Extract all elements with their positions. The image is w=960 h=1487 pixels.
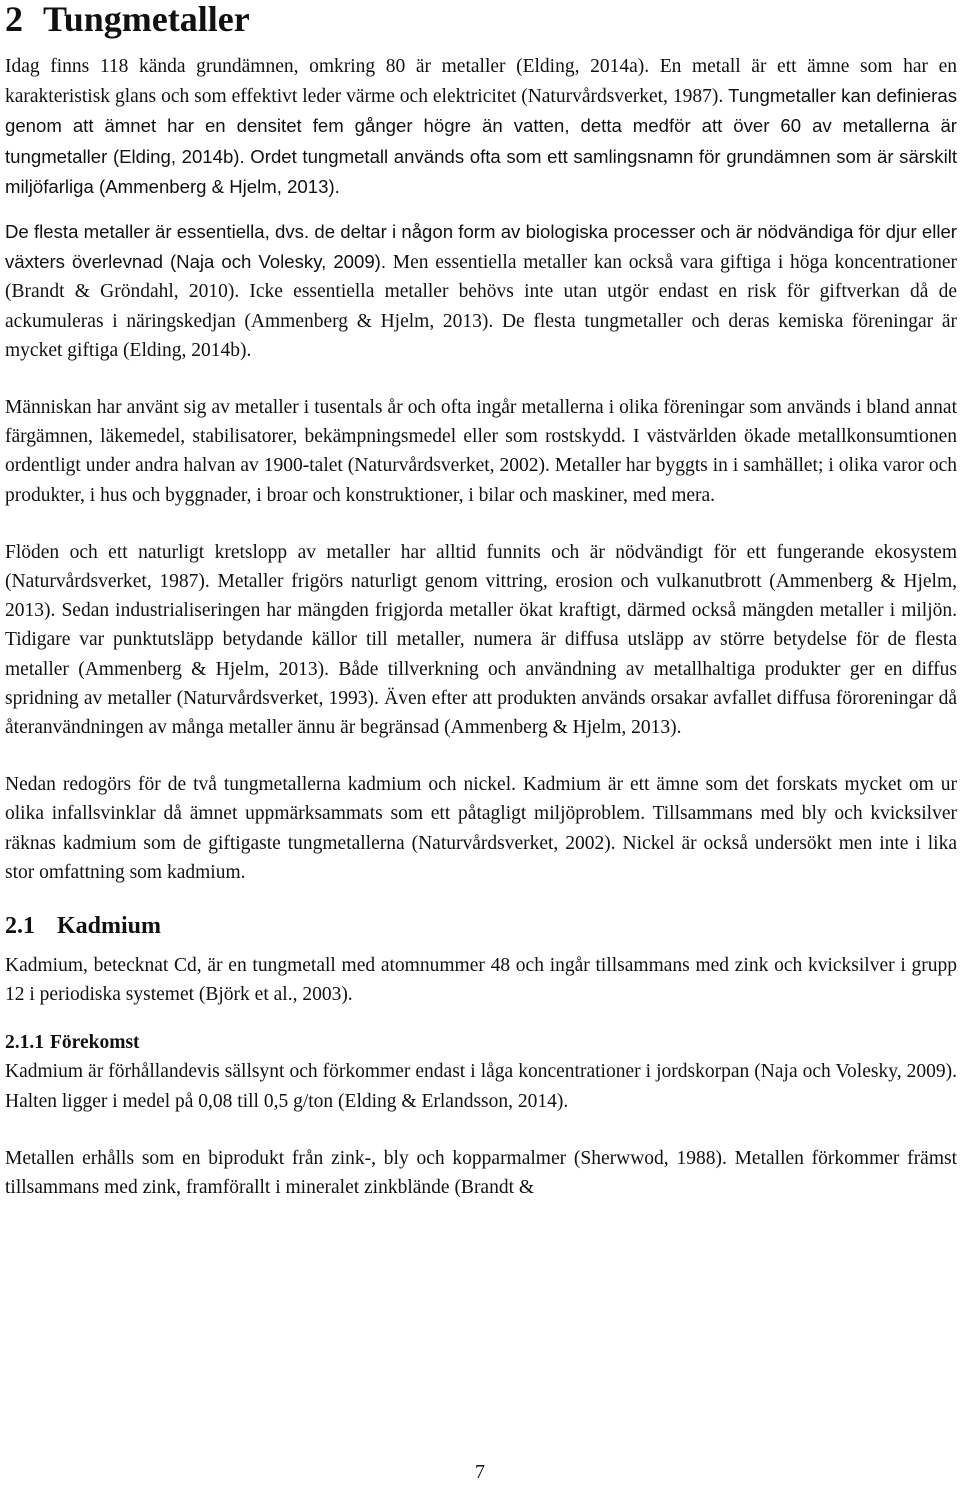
section-number: 2.1: [5, 913, 35, 940]
chapter-number: 2: [5, 0, 23, 39]
paragraph-essential-sans: De flesta metaller är essentiella, dvs. de deltar i någon form av biologiska processer och är nödvändiga för djur eller växters överlevnad (Naja och Volesky, 2009).: [5, 221, 957, 273]
subsection-number: 2.1.1: [5, 1032, 44, 1054]
paragraph-intro-serif: Idag finns 118 kända grundämnen, omkring 80 är metaller (Elding, 2014a). En metall är ett ämne som har en karakteristisk glans och som effektivt leder värme och elektricitet (Naturvårdsverket, 1987).: [5, 56, 957, 108]
paragraph-history: Människan har använt sig av metaller i tusentals år och ofta ingår metallerna i olika föreningar som används i bland annat färgämnen, läkemedel, stabilisatorer, bekämpningsmedel eller som rostskydd. I västvärlden ökade metallkonsumtionen ordentligt under andra halvan av 1900-talet (Naturvårdsverket, 2002). Metaller har byggts in i samhället; i olika varor och produkter, i hus och byggnader, i broar och konstruktioner, i bilar och maskiner, med mera.: [5, 397, 957, 506]
chapter-heading: [5, 0, 957, 52]
paragraph-overview: Nedan redogörs för de två tungmetallerna kadmium och nickel. Kadmium är ett ämne som det forskats mycket om ur olika infallsvinklar då ämnet uppmärksammats som ett påtagligt miljöproblem. Tillsammans med bly och kvicksilver räknas kadmium som de giftigaste tungmetallerna (Naturvårdsverket, 2002). Nickel är också undersökt men inte i lika stor omfattning som kadmium.: [5, 774, 957, 883]
section-heading-kadmium: [5, 911, 957, 941]
paragraph-forekomst-2: Metallen erhålls som en biprodukt från zink-, bly och kopparmalmer (Sherwwod, 1988). Metallen förkommer främst tillsammans med zink, framförallt i mineralet zinkblände (Brandt &: [5, 1147, 957, 1199]
chapter-title: Tungmetaller: [43, 0, 250, 39]
paragraph-intro-sans: Tungmetaller kan definieras genom att ämnet har en densitet fem gånger högre än vatten, detta medför att över 60 av metallerna är tungmetaller (Elding, 2014b). Ordet tungmetall används ofta som ett samlingsnamn för grundämnen som är särskilt miljöfarliga (Ammenberg & Hjelm, 2013).: [5, 85, 957, 197]
paragraph-essential: [5, 217, 957, 365]
page-content: [5, 0, 957, 1202]
page-number: 7: [475, 1461, 485, 1483]
paragraph-intro: [5, 52, 957, 202]
subsection-title: Förekomst: [50, 1032, 140, 1054]
paragraph-essential-serif: Men essentiella metaller kan också vara giftiga i höga koncentrationer (Brandt & Gröndahl, 2010). Icke essentiella metaller behövs inte utan utgör endast en risk för giftverkan då de ackumuleras i näringskedjan (Ammenberg & Hjelm, 2013). De flesta tungmetaller och deras kemiska föreningar är mycket giftiga (Elding, 2014b).: [5, 252, 957, 361]
subsection-heading-forekomst: [5, 1029, 957, 1057]
section-title: Kadmium: [57, 913, 162, 940]
paragraph-forekomst-1: Kadmium är förhållandevis sällsynt och förkommer endast i låga koncentrationer i jordskorpan (Naja och Volesky, 2009). Halten ligger i medel på 0,08 till 0,5 g/ton (Elding & Erlandsson, 2014).: [5, 1061, 957, 1112]
paragraph-flows: Flöden och ett naturligt kretslopp av metaller har alltid funnits och är nödvändigt för ett fungerande ekosystem (Naturvårdsverket, 1987). Metaller frigörs naturligt genom vittring, erosion och vulkanutbrott (Ammenberg & Hjelm, 2013). Sedan industrialiseringen har mängden frigjorda metaller ökat kraftigt, därmed också mängden metaller i miljön. Tidigare var punktutsläpp betydande källor till metaller, numera är diffusa utsläpp av större betydelse för de flesta metaller (Ammenberg & Hjelm, 2013). Både tillverkning och användning av metallhaltiga produkter ger en diffus spridning av metaller (Naturvårdsverket, 1993). Även efter att produkten används orsakar avfallet diffusa föroreningar då återanvändningen av många metaller ännu är begränsad (Ammenberg & Hjelm, 2013).: [5, 541, 957, 739]
paragraph-kadmium: Kadmium, betecknat Cd, är en tungmetall med atomnummer 48 och ingår tillsammans med zink och kvicksilver i grupp 12 i periodiska systemet (Björk et al., 2003).: [5, 955, 957, 1006]
